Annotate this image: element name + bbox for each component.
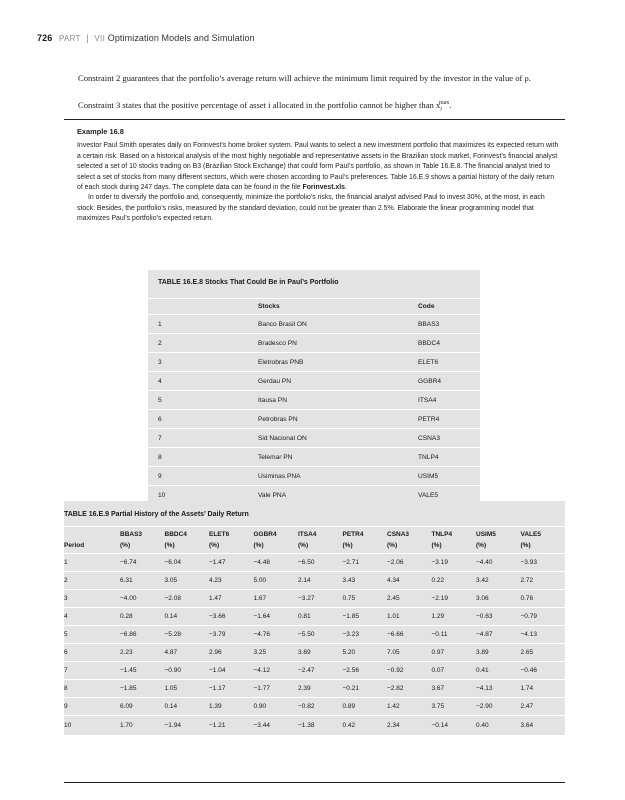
table-9-cell-period: 2	[64, 572, 120, 590]
table-9-header-row	[64, 527, 565, 554]
table-9-cell-value: 0.40	[476, 716, 521, 736]
table-9-header-bottom: (%)	[253, 542, 264, 549]
table-9-grid	[64, 526, 565, 735]
table-9-cell-period: 6	[64, 644, 120, 662]
table-8-cell-stock: Banco Brasil ON	[258, 315, 418, 334]
table-9-cell-value: 2.14	[298, 572, 343, 590]
table-9-cell-value: 1.70	[120, 716, 165, 736]
table-9-cell-value: −4.48	[254, 554, 299, 572]
table-9-cell-value: −4.76	[254, 626, 299, 644]
table-9-cell-value: 0.28	[120, 608, 165, 626]
table-9-cell-value: −2.56	[343, 662, 388, 680]
table-9-row	[64, 644, 565, 662]
table-9-cell-period: 10	[64, 716, 120, 736]
constraint-3-superscript: max	[438, 100, 450, 106]
table-9-cell-period: 3	[64, 590, 120, 608]
table-8-cell-stock: Vale PNA	[258, 486, 418, 505]
table-9-cell-value: 3.89	[476, 644, 521, 662]
table-9-cell-period: 8	[64, 680, 120, 698]
table-9-cell-value: 3.43	[343, 572, 388, 590]
table-9-cell-value: 1.29	[432, 608, 477, 626]
table-9-cell-value: 3.25	[254, 644, 299, 662]
table-9-cell-value: 1.67	[254, 590, 299, 608]
table-9-header-bottom: (%)	[298, 542, 309, 549]
table-9-cell-value: 1.74	[521, 680, 566, 698]
table-8-cell-code: CSNA3	[418, 429, 480, 448]
table-9-row	[64, 716, 565, 736]
table-9-cell-value: 2.23	[120, 644, 165, 662]
table-9-body	[64, 554, 565, 736]
table-9-cell-value: 6.31	[120, 572, 165, 590]
chapter-title: Optimization Models and Simulation	[107, 33, 255, 43]
table-8-cell-stock: Petrobras PN	[258, 410, 418, 429]
table-9-cell-value: −4.13	[476, 680, 521, 698]
table-9-row	[64, 590, 565, 608]
table-9-cell-value: 4.34	[387, 572, 432, 590]
table-8-cell-index: 7	[148, 429, 258, 448]
table-9-cell-value: 0.81	[298, 608, 343, 626]
table-8-grid	[148, 298, 480, 504]
example-paragraph-2: In order to diversify the portfolio and, consequently, minimize the portfolio’s risks, the financial analyst advised Paul to invest 30%, at the most, in each stock. Besides, the portfolio’s risks, measured by the standard deviation, could not be greater than 2.5%. Elaborate the linear programming model that maximizes Paul’s portfolio’s expected return.	[77, 194, 545, 223]
table-8-cell-code: ELET6	[418, 353, 480, 372]
table-9-cell-value: −6.74	[120, 554, 165, 572]
table-8-row	[148, 334, 480, 353]
table-9-cell-value: −0.90	[165, 662, 210, 680]
table-9-header-top: BBDC4	[164, 531, 187, 538]
table-8-header-code: Code	[418, 299, 480, 315]
table-8-cell-index: 4	[148, 372, 258, 391]
table-9-header-top: ITSA4	[298, 531, 317, 538]
table-9-cell-period: 4	[64, 608, 120, 626]
table-9-cell-value: −6.04	[165, 554, 210, 572]
table-9-header-top: ELET6	[209, 531, 230, 538]
table-9-header-asset	[343, 527, 388, 554]
table-9-cell-value: −1.04	[209, 662, 254, 680]
table-9-cell-value: −3.79	[209, 626, 254, 644]
table-9-cell-value: 3.06	[476, 590, 521, 608]
table-9-cell-value: −6.66	[387, 626, 432, 644]
table-8-cell-stock: Gerdau PN	[258, 372, 418, 391]
table-8-header-index	[148, 299, 258, 315]
table-9-cell-value: −1.85	[343, 608, 388, 626]
table-9-cell-value: 1.42	[387, 698, 432, 716]
table-9-header-bottom: (%)	[431, 542, 442, 549]
table-9-cell-value: −2.08	[165, 590, 210, 608]
table-9-row	[64, 662, 565, 680]
table-9-cell-value: −2.71	[343, 554, 388, 572]
constraint-3-paragraph	[64, 97, 565, 116]
example-title: Example 16.8	[77, 127, 124, 136]
table-9-row	[64, 698, 565, 716]
table-8-cell-stock: Eletrobras PNB	[258, 353, 418, 372]
table-8-cell-stock: Sid Nacional ON	[258, 429, 418, 448]
table-9-header-top: PETR4	[342, 531, 364, 538]
table-9-header-top: GGBR4	[253, 531, 277, 538]
running-header	[37, 33, 255, 43]
table-9-cell-period: 9	[64, 698, 120, 716]
table-9-cell-value: 6.09	[120, 698, 165, 716]
table-8-cell-index: 10	[148, 486, 258, 505]
table-9-cell-value: 1.01	[387, 608, 432, 626]
table-9-cell-value: 0.07	[432, 662, 477, 680]
example-p1-text: Investor Paul Smith operates daily on Forinvest’s home broker system. Paul wants to select a new investment portfolio that maximizes its expected return with a certain risk. Based on a historical analysis of the most highly negotiable and representative assets in the Brazilian stock market, Forinvest’s financial analyst selected a set of 10 stocks trading on B3 (Brazilian Stock Exchange) that could form Paul’s portfolio, as shown in Table 16.E.8. The financial analyst tried to select a set of stocks from many different sectors, which were chosen according to Paul’s preferences. Table 16.E.9 shows a partial history of the daily return of each stock during 247 days. The complete data can be found in the file	[77, 142, 559, 192]
example-paragraph-1	[77, 141, 561, 193]
table-9-cell-value: −3.23	[343, 626, 388, 644]
table-8-cell-code: BBDC4	[418, 334, 480, 353]
table-9-cell-value: 3.42	[476, 572, 521, 590]
table-9-cell-value: 1.47	[209, 590, 254, 608]
constraint-3-end: .	[449, 99, 452, 110]
table-8-cell-index: 5	[148, 391, 258, 410]
table-8-row	[148, 372, 480, 391]
table-9-header-bottom: (%)	[342, 542, 353, 549]
table-9-cell-value: −4.12	[254, 662, 299, 680]
table-8-cell-index: 6	[148, 410, 258, 429]
example-top-rule	[64, 119, 565, 120]
table-bottom-rule	[64, 782, 565, 783]
table-9-cell-value: −2.47	[298, 662, 343, 680]
header-separator: |	[86, 33, 89, 43]
table-9-cell-value: −1.38	[298, 716, 343, 736]
table-9-header-bottom: (%)	[520, 542, 531, 549]
table-9-header-asset	[521, 527, 566, 554]
table-9-header-asset	[254, 527, 299, 554]
table-9-header-asset	[209, 527, 254, 554]
table-9-cell-period: 7	[64, 662, 120, 680]
table-9-cell-value: 0.76	[521, 590, 566, 608]
table-8-cell-stock: Bradesco PN	[258, 334, 418, 353]
table-8-caption: TABLE 16.E.8 Stocks That Could Be in Paul’s Portfolio	[158, 279, 339, 286]
table-9-cell-value: −5.28	[165, 626, 210, 644]
table-9-cell-value: −1.85	[120, 680, 165, 698]
table-9-cell-value: 2.47	[521, 698, 566, 716]
constraint-2-paragraph: Constraint 2 guarantees that the portfolio’s average return will achieve the minimum limit required by the investor in the value of ρ.	[78, 73, 531, 83]
table-8-row	[148, 315, 480, 334]
table-9-cell-value: −6.50	[298, 554, 343, 572]
table-9-cell-value: −1.77	[254, 680, 299, 698]
table-9-cell-value: −1.45	[120, 662, 165, 680]
table-9-cell-value: −2.19	[432, 590, 477, 608]
table-9-cell-value: −1.64	[254, 608, 299, 626]
example-p1-end: .	[345, 184, 347, 192]
table-9-cell-value: 7.05	[387, 644, 432, 662]
table-8-row	[148, 410, 480, 429]
table-8-cell-index: 8	[148, 448, 258, 467]
table-9-cell-value: −0.92	[387, 662, 432, 680]
table-9-cell-value: −2.90	[476, 698, 521, 716]
table-9-cell-value: −0.79	[521, 608, 566, 626]
table-8-cell-code: GGBR4	[418, 372, 480, 391]
table-9-cell-period: 5	[64, 626, 120, 644]
constraint-3-text: Constraint 3 states that the positive percentage of asset i allocated in the portfolio cannot be higher than x	[78, 99, 441, 110]
table-8-row	[148, 467, 480, 486]
table-9-cell-value: −4.13	[521, 626, 566, 644]
table-8-cell-index: 3	[148, 353, 258, 372]
table-8-cell-stock: Telemar PN	[258, 448, 418, 467]
table-8-row	[148, 448, 480, 467]
table-9-cell-value: −0.11	[432, 626, 477, 644]
table-8-cell-code: ITSA4	[418, 391, 480, 410]
table-9-cell-value: −4.40	[476, 554, 521, 572]
table-9-cell-value: −3.93	[521, 554, 566, 572]
table-9-cell-value: −3.19	[432, 554, 477, 572]
table-9-row	[64, 680, 565, 698]
table-9-caption: TABLE 16.E.9 Partial History of the Assets’ Daily Return	[64, 511, 249, 518]
table-8-cell-code: TNLP4	[418, 448, 480, 467]
table-9-cell-value: 0.75	[343, 590, 388, 608]
table-9-header-period	[64, 527, 120, 554]
table-9-header-top: BBAS3	[120, 531, 143, 538]
table-9-cell-value: −4.87	[476, 626, 521, 644]
table-9-cell-value: −4.00	[120, 590, 165, 608]
part-label: PART	[58, 34, 81, 43]
table-9-cell-value: 1.39	[209, 698, 254, 716]
table-8-cell-code: PETR4	[418, 410, 480, 429]
table-8-cell-code: USIM5	[418, 467, 480, 486]
table-16-e-9	[64, 501, 565, 735]
table-9-cell-value: −6.86	[120, 626, 165, 644]
table-9-header-bottom: (%)	[164, 542, 175, 549]
table-8-header-stocks: Stocks	[258, 299, 418, 315]
example-file-name: Forinvest.xls	[302, 184, 346, 192]
table-9-cell-value: −0.82	[298, 698, 343, 716]
table-9-cell-value: 0.22	[432, 572, 477, 590]
table-9-header-asset	[120, 527, 165, 554]
table-9-header-bottom: (%)	[120, 542, 131, 549]
table-9-header-bottom: (%)	[476, 542, 487, 549]
table-8-body	[148, 315, 480, 505]
table-9-header-asset	[298, 527, 343, 554]
part-number: VII	[94, 34, 106, 43]
table-9-cell-value: 2.72	[521, 572, 566, 590]
table-9-cell-value: −3.66	[209, 608, 254, 626]
table-9-cell-value: −0.14	[432, 716, 477, 736]
table-9-header-top: USIM5	[476, 531, 496, 538]
table-8-row	[148, 353, 480, 372]
table-8-cell-index: 2	[148, 334, 258, 353]
table-9-header-top: TNLP4	[431, 531, 453, 538]
table-9-cell-value: −1.21	[209, 716, 254, 736]
table-9-cell-value: −0.21	[343, 680, 388, 698]
table-9-header-bottom: Period	[64, 542, 85, 549]
table-9-cell-value: 0.41	[476, 662, 521, 680]
table-9-header-bottom: (%)	[387, 542, 398, 549]
table-9-cell-value: 4.23	[209, 572, 254, 590]
table-8-cell-index: 9	[148, 467, 258, 486]
table-9-row	[64, 608, 565, 626]
table-8-cell-stock: Itausa PN	[258, 391, 418, 410]
table-8-header-row	[148, 299, 480, 315]
table-9-row	[64, 626, 565, 644]
table-9-cell-value: 3.05	[165, 572, 210, 590]
table-9-cell-value: 0.14	[165, 608, 210, 626]
page-number: 726	[37, 33, 53, 43]
table-9-cell-value: −1.94	[165, 716, 210, 736]
table-9-cell-value: −1.17	[209, 680, 254, 698]
table-9-header-asset	[165, 527, 210, 554]
table-16-e-8	[148, 270, 480, 504]
table-9-cell-value: −2.06	[387, 554, 432, 572]
table-9-cell-value: 0.89	[343, 698, 388, 716]
table-9-cell-value: 3.64	[521, 716, 566, 736]
table-8-cell-code: VALE5	[418, 486, 480, 505]
table-9-cell-value: −2.82	[387, 680, 432, 698]
table-9-cell-value: 5.00	[254, 572, 299, 590]
table-9-cell-value: 3.67	[432, 680, 477, 698]
table-9-cell-period: 1	[64, 554, 120, 572]
table-9-cell-value: 0.14	[165, 698, 210, 716]
table-9-header-bottom: (%)	[209, 542, 220, 549]
table-9-cell-value: 4.87	[165, 644, 210, 662]
table-9-cell-value: 3.69	[298, 644, 343, 662]
table-8-cell-index: 1	[148, 315, 258, 334]
table-9-cell-value: 3.75	[432, 698, 477, 716]
table-9-cell-value: 5.20	[343, 644, 388, 662]
table-9-header-asset	[476, 527, 521, 554]
table-9-row	[64, 572, 565, 590]
table-9-cell-value: −1.47	[209, 554, 254, 572]
table-9-cell-value: −3.44	[254, 716, 299, 736]
table-9-header-top: VALE5	[520, 531, 541, 538]
table-9-header-top	[64, 529, 120, 540]
table-8-row	[148, 391, 480, 410]
table-9-row	[64, 554, 565, 572]
table-8-cell-stock: Usiminas PNA	[258, 467, 418, 486]
table-9-cell-value: −5.50	[298, 626, 343, 644]
table-9-cell-value: 1.05	[165, 680, 210, 698]
table-9-cell-value: 2.39	[298, 680, 343, 698]
constraint-3-subscript: i	[440, 106, 442, 113]
table-9-header-asset	[387, 527, 432, 554]
table-9-cell-value: −0.63	[476, 608, 521, 626]
table-9-cell-value: 2.65	[521, 644, 566, 662]
table-9-cell-value: 0.42	[343, 716, 388, 736]
example-block	[77, 127, 561, 225]
table-8-row	[148, 429, 480, 448]
table-9-header-top: CSNA3	[387, 531, 410, 538]
table-9-cell-value: 2.34	[387, 716, 432, 736]
table-9-cell-value: 0.97	[432, 644, 477, 662]
table-9-cell-value: 2.96	[209, 644, 254, 662]
table-9-cell-value: 2.45	[387, 590, 432, 608]
table-9-header-asset	[432, 527, 477, 554]
table-8-cell-code: BBAS3	[418, 315, 480, 334]
table-9-cell-value: 0.90	[254, 698, 299, 716]
table-9-cell-value: −0.46	[521, 662, 566, 680]
table-9-cell-value: −3.27	[298, 590, 343, 608]
